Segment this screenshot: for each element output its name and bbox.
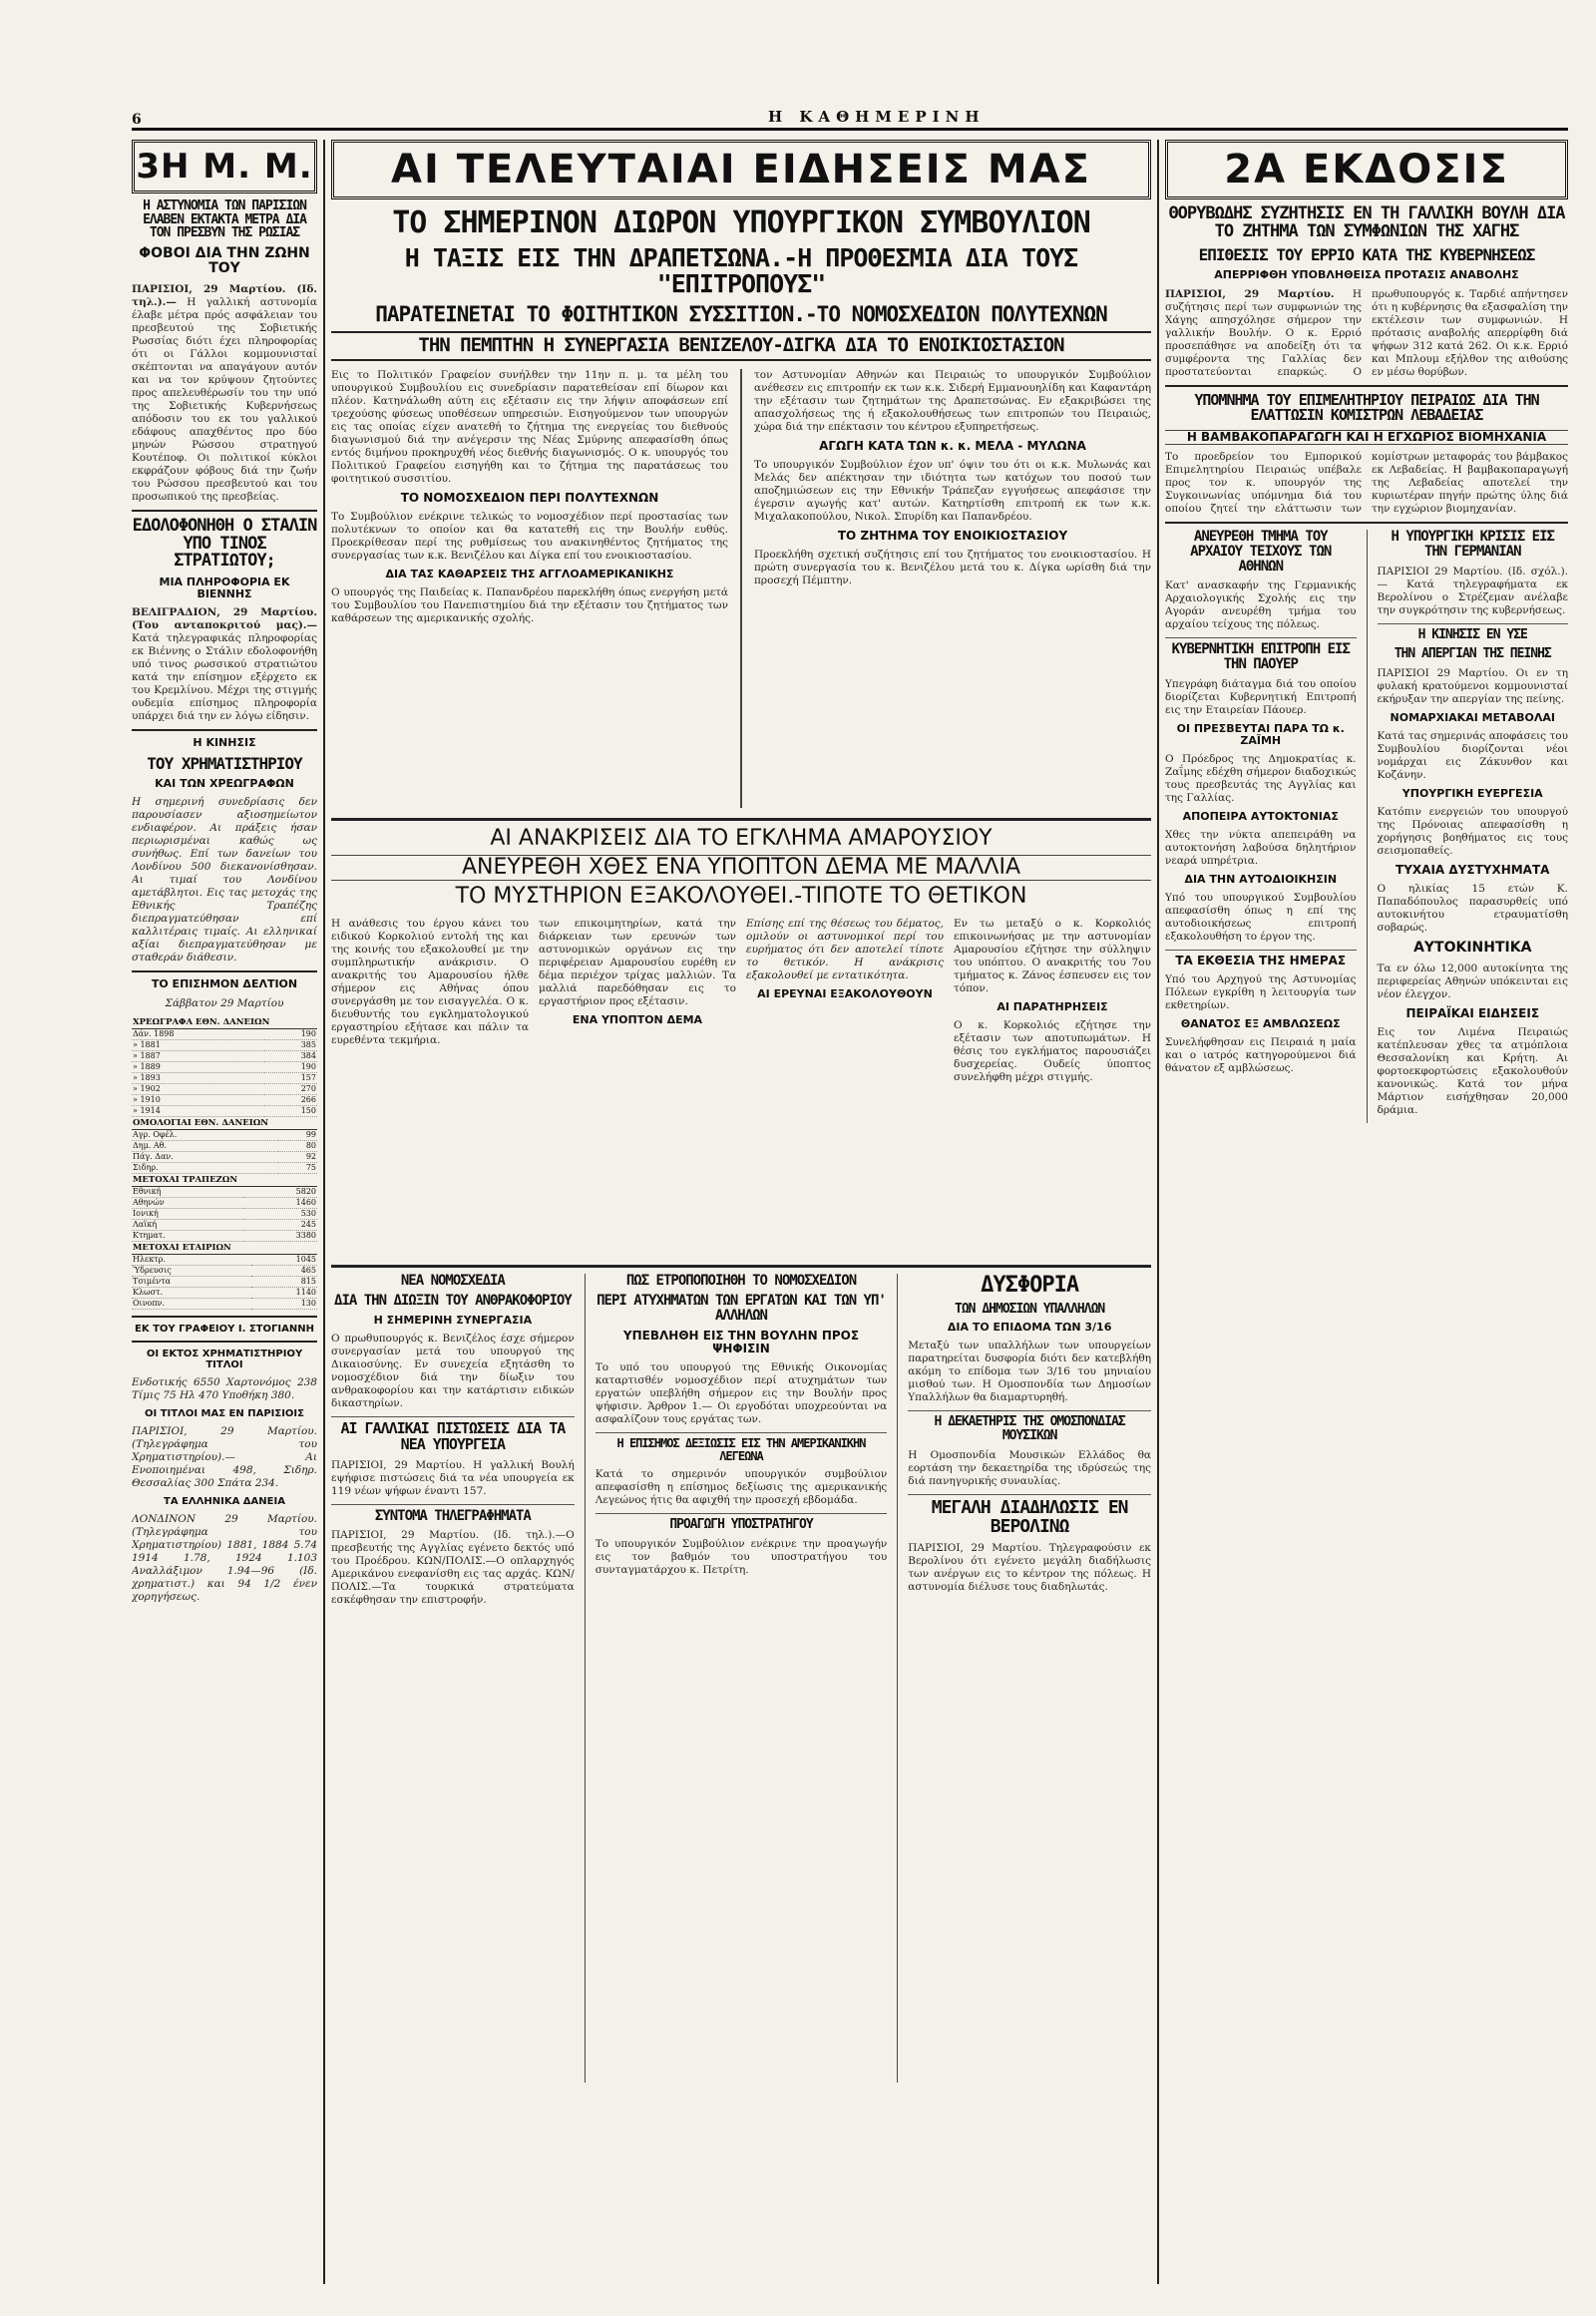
story-headline-2: ΔΙΑ ΤΗΝ ΔΙΩΞΙΝ ΤΟΥ ΑΝΘΡΑΚΟΦΟΡΙΟΥ (334, 1293, 572, 1310)
story-subhead: ΔΙΑ ΤΑΣ ΚΑΘΑΡΣΕΙΣ ΤΗΣ ΑΓΓΛΟΑΜΕΡΙΚΑΝΙΚΗΣ (385, 568, 674, 581)
divider (1165, 385, 1568, 387)
divider (1165, 950, 1357, 951)
story-text: Η συζήτησις περί των συμφωνιών της Χάγης απησχόλησε σήμερον την γαλλικήν Βουλήν. Ο κ. Ερριό προσεπάθησε να αποδείξη ότι τα συμφέροντα της Γαλλίας δεν προστατεύονται επαρκώς. Ο πρωθυπουργός κ. Ταρδιέ απήντησεν ότι η κυβέρνησις θα εξασφαλίση την εκτέλεσιν των συμφωνιών. Η πρότασις αναβολής απερρίφθη διά ψήφων 312 κατά 262. Οι κ.κ. Ερριό και Μπλουμ εξήλθον της αιθούσης εν μέσω θορύβων. (1165, 287, 1568, 378)
security-name: Αθηνών (132, 1197, 244, 1208)
lower-column-1 (331, 1274, 575, 2083)
bulletin-table (132, 1117, 317, 1174)
story-subhead: ΥΠΟΥΡΓΙΚΗ ΕΥΕΡΓΕΣΙΑ (1401, 787, 1543, 801)
security-price: 270 (264, 1083, 317, 1094)
table-row (132, 1028, 317, 1039)
security-name: Κλωστ. (132, 1287, 251, 1298)
divider (908, 1410, 1151, 1411)
right-subcolumn (1165, 530, 1357, 1123)
story-headline: Η ΔΕΚΑΕΤΗΡΙΣ ΤΗΣ ΟΜΟΣΠΟΝΔΙΑΣ ΜΟΥΣΙΚΩΝ (934, 1414, 1125, 1444)
table-row (132, 1061, 317, 1072)
story-body: Υπεγράφη διάταγμα διά του οποίου διορίζεται Κυβερνητική Επιτροπή εις την Εταιρείαν Πάουερ. (1165, 677, 1357, 716)
lead-columns (331, 369, 1151, 808)
security-name: Ιονική (132, 1208, 244, 1219)
lead-headline-2: Η ΤΑΞΙΣ ΕΙΣ ΤΗΝ ΔΡΑΠΕΤΣΩΝΑ.-Η ΠΡΟΘΕΣΜΙΑ ΔΙΑ ΤΟΥΣ "ΕΠΙΤΡΟΠΟΥΣ" (404, 242, 1078, 298)
story-subhead: ΔΙΑ ΤΟ ΕΠΙΔΟΜΑ ΤΩΝ 3/16 (947, 1321, 1112, 1335)
story-subhead: ΑΙ ΕΡΕΥΝΑΙ ΕΞΑΚΟΛΟΥΘΟΥΝ (757, 986, 933, 1000)
column-rule (1157, 140, 1159, 2284)
story-headline: ΤΟΥ ΧΡΗΜΑΤΙΣΤΗΡΙΟΥ (147, 753, 302, 773)
column-rule (740, 369, 742, 808)
security-name: » 1910 (132, 1094, 264, 1105)
right-column (1165, 140, 1568, 2284)
story-subhead: ΥΠΕΒΛΗΘΗ ΕΙΣ ΤΗΝ ΒΟΥΛΗΝ ΠΡΟΣ ΨΗΦΙΣΙΝ (622, 1328, 860, 1355)
story-body: ΠΑΡΙΣΙΟΙ, 29 Μαρτίου. Τηλεγραφούσιν εκ Βερολίνου ότι εγένετο μεγάλη διαδήλωσις των ανέργων εις το κέντρον της πόλεως. Η αστυνομία διέλυσε τους διαδηλωτάς. (908, 1542, 1151, 1594)
story-body: Ο ηλικίας 15 ετών Κ. Παπαδόπουλος παρασυρθείς υπό αυτοκινήτου ετραυματίσθη σοβαρώς. (1377, 883, 1568, 935)
security-name: Κτηματ. (132, 1230, 244, 1241)
story-body: ΠΑΡΙΣΙΟΙ 29 Μαρτίου. (Ιδ. σχόλ.).— Κατά τηλεγραφήματα εκ Βερολίνου ο Στρέζεμαν ανέλαβε την συγκρότησιν της κυβερνήσεως. (1377, 565, 1568, 616)
story-body: Το Συμβούλιον ενέκρινε τελικώς το νομοσχέδιον περί προστασίας των πολυτέκνων το οποίον και θα κατατεθή εις την Βουλήν ευθύς. Προεκρίθεσαν περί της ρυθμίσεως του ανακινηθέντος ζητήματος της συνεργασίας των κ.κ. Βενιζέλου και Δίγκα επί του ενοικιοστασίου. (331, 511, 728, 563)
story-body: ΠΑΡΙΣΙΟΙ, 29 Μαρτίου. (Ιδ. τηλ.).—Ο πρεσβευτής της Αγγλίας εγένετο δεκτός υπό του Προέδρου. ΚΩΝ/ΠΟΛΙΣ.—Ο οπλαρχηγός Αμερικάνου ενεφανίσθη εις τας αρχάς. ΚΩΝ/ΠΟΛΙΣ.—Τα τουρκικά στρατεύματα εσκέφθησαν την επιστροφήν. (331, 1529, 575, 1607)
story-body: Κατά το σημερινόν υπουργικόν συμβούλιον απεφασίσθη η επίσημος δεξίωσις της αμερικανικής Λεγεώνος ήτις θα αφιχθή την προσεχή εβδομάδα. (595, 1468, 888, 1507)
story-body: Επίσης επί της θέσεως του δέματος, ομιλούν οι αστυνομικοί περί του ευρήματος ότι δεν αποτελεί τίποτε το θετικόν. Η ανάκρισις εξακολουθεί με εντατικότητα. (746, 917, 944, 981)
security-name: » 1881 (132, 1039, 264, 1050)
table-row (132, 1094, 317, 1105)
story-headline: ΑΝΕΥΡΕΘΗ ΤΜΗΜΑ ΤΟΥ ΑΡΧΑΙΟΥ ΤΕΙΧΟΥΣ ΤΩΝ ΑΘΗΝΩΝ (1190, 529, 1332, 575)
security-name: Ηλεκτρ. (132, 1254, 251, 1265)
divider (132, 510, 317, 512)
story-subhead: ΑΠΟΠΕΙΡΑ ΑΥΤΟΚΤΟΝΙΑΣ (1182, 809, 1339, 823)
story-subhead: ΝΟΜΑΡΧΙΑΚΑΙ ΜΕΤΑΒΟΛΑΙ (1390, 710, 1555, 724)
story-headline-2: ΤΗΝ ΑΠΕΡΓΙΑΝ ΤΗΣ ΠΕΙΝΗΣ (1394, 646, 1551, 662)
story-subhead: ΘΑΝΑΤΟΣ ΕΞ ΑΜΒΛΩΣΕΩΣ (1180, 1017, 1341, 1031)
lead-headline-4: ΤΗΝ ΠΕΜΠΤΗΝ Η ΣΥΝΕΡΓΑΣΙΑ ΒΕΝΙΖΕΛΟΥ-ΔΙΓΚΑ ΔΙΑ ΤΟ ΕΝΟΙΚΙΟΣΤΑΣΙΟΝ (331, 331, 1151, 361)
story-headline: Η ΑΣΤΥΝΟΜΙΑ ΤΩΝ ΠΑΡΙΣΙΩΝ ΕΛΑΒΕΝ ΕΚΤΑΚΤΑ ΜΕΤΡΑ ΔΙΑ ΤΟΝ ΠΡΕΣΒΥΝ ΤΗΣ ΡΩΣΙΑΣ (143, 198, 306, 241)
security-price: 80 (278, 1140, 317, 1151)
story-body: Το υπουργικόν Συμβούλιον έχον υπ' όψιν του ότι οι κ.κ. Μυλωνάς και Μελάς δεν απέκτησαν την ιδιότητα των κατόχων του ποσού των αποζημιώσεων εις την Εθνικήν Τράπεζαν εγγυήσεως απεφάσισε την έγερσιν αγωγής κατ' αυτών. Κατηρτίσθη επιτροπή εκ των κ.κ. Μιχαλακοπούλου, Νικολ. Σπυρίδη και Παπανδρέου. (754, 459, 1151, 524)
divider (132, 1316, 317, 1318)
story-subhead: ΟΙ ΤΙΤΛΟΙ ΜΑΣ ΕΝ ΠΑΡΙΣΙΟΙΣ (145, 1407, 304, 1419)
story-headline: ΣΥΝΤΟΜΑ ΤΗΛΕΓΡΑΦΗΜΑΤΑ (374, 1507, 531, 1524)
story-subhead: ΕΠΙΘΕΣΙΣ ΤΟΥ ΕΡΡΙΟ ΚΑΤΑ ΤΗΣ ΚΥΒΕΡΝΗΣΕΩΣ (1198, 244, 1535, 264)
left-column (132, 140, 317, 2284)
story-body: Ο κ. Κορκολιός εζήτησε την εξέτασιν των αποτυπωμάτων. Η θέσις του εγκλήματος παρουσιάζει δυσχερείας. Ουδείς ύποπτος συνελήφθη μέχρι στιγμής. (954, 1018, 1151, 1083)
lower-column-2 (596, 1274, 888, 2083)
story-subhead: ΔΙΑ ΤΗΝ ΑΥΤΟΔΙΟΙΚΗΣΙΝ (1184, 872, 1338, 886)
column-rule (323, 140, 325, 2284)
divider (596, 1432, 888, 1433)
lead-column-a (331, 369, 728, 808)
security-price: 385 (264, 1039, 317, 1050)
divider (331, 1504, 575, 1505)
security-price: 266 (264, 1094, 317, 1105)
table-row (132, 1151, 317, 1162)
security-name: Τσιμέντα (132, 1276, 251, 1287)
bulletin-table (132, 1016, 317, 1117)
table-row (132, 1083, 317, 1094)
section-banner: ΑΙ ΤΕΛΕΥΤΑΙΑΙ ΕΙΔΗΣΕΙΣ ΜΑΣ (331, 140, 1151, 199)
story-headline-2: ΠΕΡΙ ΑΤΥΧΗΜΑΤΩΝ ΤΩΝ ΕΡΓΑΤΩΝ ΚΑΙ ΤΩΝ ΥΠ' ΑΛΛΗΛΩΝ (597, 1293, 886, 1324)
story-headline: ΝΕΑ ΝΟΜΟΣΧΕΔΙΑ (400, 1273, 505, 1289)
divider (1165, 637, 1357, 638)
table-row (132, 1254, 317, 1265)
story-headline: ΟΙ ΕΚΤΟΣ ΧΡΗΜΑΤΙΣΤΗΡΙΟΥ ΤΙΤΛΟΙ (146, 1348, 303, 1370)
story-body: Εις το Πολιτικόν Γραφείον συνήλθεν την 11ην π. μ. τα μέλη του υπουργικού Συμβουλίου εις συνεδρίασιν παρατεθείσαν επί δίωρον και πλέον. Κατηνάλωθη αύτη εις εξέτασιν εις την λήψιν αποφάσεων επί τρεχούσης φύσεως υποθέσεων υπηρεσιών. Εισηγούμενον των υπουργών εις τας οποίας είχεν ανατεθή το ζήτημα της ενεργείας του διεθνούς διαγωνισμού διά την ανέγερσιν της Νέας Σμύρνης απεφασίσθη όπως εντός διμήνου προκηρυχθή νέος διεθνής διαγωνισμός. Ο κ. υπουργός του Πολιτικού Γραφείου εισηγήθη και το ζήτημα της παρατάσεως του φοιτητικού συσσιτίου. (331, 368, 728, 485)
masthead: Η ΚΑΘΗΜΕΡΙΝΗ (768, 108, 986, 126)
story-body: Κατά τας σημερινάς αποφάσεις του Συμβουλίου διορίζονται νέοι νομάρχαι εις Ζάκυνθον και Κοζάνην. (1377, 730, 1568, 782)
story-body-columns (1165, 451, 1568, 516)
security-price: 465 (251, 1265, 317, 1276)
story-body: ΠΑΡΙΣΙΟΙ, 29 Μαρτίου. Η γαλλική Βουλή εψήφισε πιστώσεις διά τα νέα υπουργεία εκ 119 νέων ψήφων έναντι 157. (331, 1458, 575, 1497)
table-row (132, 1230, 317, 1241)
security-name: » 1893 (132, 1072, 264, 1083)
story-body (132, 283, 317, 504)
security-name: » 1914 (132, 1105, 264, 1116)
bulletin-section-title: ΜΕΤΟΧΑΙ ΕΤΑΙΡΙΩΝ (132, 1242, 317, 1255)
bulletin-title: ΤΟ ΕΠΙΣΗΜΟΝ ΔΕΛΤΙΟΝ (151, 977, 298, 991)
divider (331, 1416, 575, 1417)
story-subhead: ΤΥΧΑΙΑ ΔΥΣΤΥΧΗΜΑΤΑ (1396, 863, 1550, 878)
security-name: Αγρ. Οφέλ. (132, 1129, 278, 1140)
story-column (539, 918, 736, 1257)
story-body: Το υπουργικόν Συμβούλιον ενέκρινε την προαγωγήν εις τον βαθμόν του υποστρατήγου του συνταγματάρχου κ. Πετρίτη. (595, 1537, 888, 1576)
story-body: Υπό του υπουργικού Συμβουλίου απεφασίσθη όπως η επί της αυτοδιοικήσεως επιτροπή εξακολουθήση το έργον της. (1165, 892, 1357, 944)
story-body: Κατ' ανασκαφήν της Γερμανικής Αρχαιολογικής Σχολής εις την Αγοράν ανευρέθη τμήμα του αρχαίου τείχους της πόλεως. (1165, 579, 1357, 631)
divider (908, 1494, 1151, 1495)
story-headline: ΠΩΣ ΕΤΡΟΠΟΠΟΙΗΘΗ ΤΟ ΝΟΜΟΣΧΕΔΙΟΝ (625, 1273, 857, 1289)
edition-banner: 2Α ΕΚΔΟΣΙΣ (1165, 140, 1568, 199)
security-name: Λαϊκή (132, 1219, 244, 1230)
security-price: 190 (264, 1028, 317, 1039)
security-price: 92 (278, 1151, 317, 1162)
story-body: Κατόπιν ενεργειών του υπουργού της Πρόνοιας απεφασίσθη η χορήγησις βοηθήματος εις τους σεισμοπαθείς. (1377, 806, 1568, 858)
story-headline: ΚΥΒΕΡΝΗΤΙΚΗ ΕΠΙΤΡΟΠΗ ΕΙΣ ΤΗΝ ΠΑΟΥΕΡ (1171, 641, 1350, 673)
story-subhead: ΑΙ ΠΑΡΑΤΗΡΗΣΕΙΣ (997, 999, 1108, 1013)
dateline: ΠΑΡΙΣΙΟΙ, 29 Μαρτίου. (1165, 287, 1335, 300)
table-row (132, 1219, 317, 1230)
story-headline: ΕΔΟΛΟΦΟΝΗΘΗ Ο ΣΤΑΛΙΝ ΥΠΟ ΤΙΝΟΣ ΣΤΡΑΤΙΩΤΟΥ; (132, 515, 317, 572)
story-subhead: ΤΟ ΝΟΜΟΣΧΕΔΙΟΝ ΠΕΡΙ ΠΟΛΥΤΕΧΝΩΝ (400, 490, 659, 505)
security-name: Δάν. 1898 (132, 1028, 264, 1039)
bulletin-section-title: ΟΜΟΛΟΓΙΑΙ ΕΘΝ. ΔΑΝΕΙΩΝ (132, 1117, 317, 1130)
lead-column-b (754, 369, 1151, 808)
story-headline: ΥΠΟΜΝΗΜΑ ΤΟΥ ΕΠΙΜΕΛΗΤΗΡΙΟΥ ΠΕΙΡΑΙΩΣ ΔΙΑ ΤΗΝ ΕΛΑΤΤΩΣΙΝ ΚΟΜΙΣΤΡΩΝ ΛΕΒΑΔΕΙΑΣ (1194, 390, 1539, 425)
story-body: Η σημερινή συνεδρίασις δεν παρουσίασεν αξιοσημείωτον ενδιαφέρον. Αι πράξεις ήσαν περιωρισμέναι καθώς ως συνήθως. Επί των δανείων του Λονδίνου 500 διεκανονίσθησαν. Αι τιμαί του Λονδίνου αμετάβλητοι. Εις τας μετοχάς της Εθνικής Τραπέζης διεπραγματεύθησαν επί καλλιτέραις τιμαίς. Αι ελληνικαί αξίαι διεπραγματεύθησαν με σταθεράν διάθεσιν. (132, 796, 317, 965)
story-headline: ΔΥΣΦΟΡΙΑ (981, 1273, 1079, 1298)
story-body: Εις τον Λιμένα Πειραιώς κατέπλευσαν χθες τα ατμόπλοια Θεσσαλονίκη και Κρήτη. Αι φορτοεκφορτώσεις εξακολουθούν κανονικώς. Κατά τον μήνα Μάρτιον εισήχθησαν 20,000 δράμια. (1377, 1025, 1568, 1116)
security-price: 1045 (251, 1254, 317, 1265)
story-subhead: ΜΙΑ ΠΛΗΡΟΦΟΡΙΑ ΕΚ ΒΙΕΝΝΗΣ (159, 576, 290, 601)
story-headline: Η ΚΙΝΗΣΙΣ ΕΝ ΥΣΕ (1417, 626, 1527, 642)
story-body: Συνελήφθησαν εις Πειραιά η μαία και ο ιατρός κατηγορούμενοι διά θάνατον εξ αμβλώσεως. (1165, 1036, 1357, 1075)
story-headline: ΘΟΡΥΒΩΔΗΣ ΣΥΖΗΤΗΣΙΣ ΕΝ ΤΗ ΓΑΛΛΙΚΗ ΒΟΥΛΗ ΔΙΑ ΤΟ ΖΗΤΗΜΑ ΤΩΝ ΣΥΜΦΩΝΙΩΝ ΤΗΣ ΧΑΓΗΣ (1168, 203, 1565, 241)
edition-banner: 3Η Μ. Μ. (132, 140, 317, 193)
bulletin-table (132, 1174, 317, 1242)
divider (132, 970, 317, 972)
security-name: Ύδρευσις (132, 1265, 251, 1276)
security-price: 130 (251, 1298, 317, 1309)
story-body: Χθες την νύκτα απεπειράθη να αυτοκτονήση λαβούσα δηλητήριον νεαρά υπηρέτρια. (1165, 828, 1357, 867)
story-subhead: ΑΓΩΓΗ ΚΑΤΑ ΤΩΝ κ. κ. ΜΕΛΑ - ΜΥΛΩΝΑ (819, 438, 1086, 453)
security-price: 245 (244, 1219, 317, 1230)
divider (132, 729, 317, 731)
story-subhead: ΠΕΙΡΑΪΚΑΙ ΕΙΔΗΣΕΙΣ (1405, 1005, 1540, 1020)
story-headline: ΤΑ ΕΚΘΕΣΙΑ ΤΗΣ ΗΜΕΡΑΣ (1175, 954, 1347, 968)
security-price: 157 (264, 1072, 317, 1083)
notice: ΕΚ ΤΟΥ ΓΡΑΦΕΙΟΥ Ι. ΣΤΟΓΙΑΝΝΗ (135, 1323, 314, 1335)
table-row (132, 1276, 317, 1287)
security-price: 530 (244, 1208, 317, 1219)
story-kicker: ΑΠΕΡΡΙΦΘΗ ΥΠΟΒΛΗΘΕΙΣΑ ΠΡΟΤΑΣΙΣ ΑΝΑΒΟΛΗΣ (1214, 268, 1519, 282)
story-body (1165, 288, 1568, 379)
security-name: » 1889 (132, 1061, 264, 1072)
security-price: 150 (264, 1105, 317, 1116)
story-body: Το υπό του υπουργού της Εθνικής Οικονομίας καταρτισθέν νομοσχέδιον περί ατυχημάτων των εργατών υπεβλήθη σήμερον εις την Βουλήν προς ψήφισιν. Άρθρον 1.— Οι εργοδόται υποχρεούνται να ασφαλίζουν τους εργάτας των. (595, 1360, 888, 1425)
bulletin-section-title: ΜΕΤΟΧΑΙ ΤΡΑΠΕΖΩΝ (132, 1174, 317, 1187)
story-subhead: ΟΙ ΠΡΕΣΒΕΥΤΑΙ ΠΑΡΑ ΤΩ κ. ΖΑΪΜΗ (1176, 721, 1345, 747)
story-subhead: ΚΑΙ ΤΩΝ ΧΡΕΩΓΡΑΦΩΝ (155, 777, 294, 791)
table-row (132, 1197, 317, 1208)
dateline: ΒΕΛΙΓΡΑΔΙΟΝ, 29 Μαρτίου. (Του ανταποκριτού μας).— (132, 606, 317, 632)
table-row (132, 1050, 317, 1061)
story-body: ΛΟΝΔΙΝΟΝ 29 Μαρτίου. (Τηλεγράφημα του Χρηματιστηρίου) 1881, 1884 5.74 1914 1.78, 1924 1.103 Αναλλάξιμον 1.94—96 (Ιδ. χρηματιστ.) και 94 1/2 ένεν χορηγήσεως. (132, 1512, 317, 1603)
story-column (746, 918, 944, 1257)
column-rule (585, 1274, 586, 2083)
bulletin-date: Σάββατον 29 Μαρτίου (165, 996, 284, 1009)
table-row (132, 1129, 317, 1140)
security-name: Οινοπν. (132, 1298, 251, 1309)
security-price: 75 (278, 1162, 317, 1173)
story-subhead: ΤΟ ΖΗΤΗΜΑ ΤΟΥ ΕΝΟΙΚΙΟΣΤΑΣΙΟΥ (837, 529, 1068, 544)
divider (1165, 522, 1568, 524)
security-price: 1140 (251, 1287, 317, 1298)
security-name: Εθνική (132, 1186, 244, 1197)
lower-column-3 (908, 1274, 1151, 2083)
amarousiou-columns (331, 918, 1151, 1257)
lead-headline: ΤΟ ΣΗΜΕΡΙΝΟΝ ΔΙΩΡΟΝ ΥΠΟΥΡΓΙΚΟΝ ΣΥΜΒΟΥΛΙΟΝ (392, 205, 1090, 240)
dateline: ΠΑΡΙΣΙΟΙ, 29 Μαρτίου. (Ιδ. τηλ.).— (132, 282, 317, 308)
story-body: Ο υπουργός της Παιδείας κ. Παπανδρέου παρεκλήθη όπως ενεργήση μετά του Συμβουλίου του Πανεπιστημίου διά την εξέτασιν του ζητήματος των καθάρσεων της αμερικανικής σχολής. (331, 586, 728, 625)
story-headline-3: ΤΟ ΜΥΣΤΗΡΙΟΝ ΕΞΑΚΟΛΟΥΘΕΙ.-ΤΙΠΟΤΕ ΤΟ ΘΕΤΙΚΟΝ (455, 884, 1027, 910)
story-kicker: Η ΚΙΝΗΣΙΣ (193, 736, 256, 750)
security-price: 3380 (244, 1230, 317, 1241)
story-headline-2: ΑΝΕΥΡΕΘΗ ΧΘΕΣ ΕΝΑ ΥΠΟΠΤΟΝ ΔΕΜΑ ΜΕ ΜΑΛΛΙΑ (331, 855, 1151, 881)
story-subhead: Η ΒΑΜΒΑΚΟΠΑΡΑΓΩΓΗ ΚΑΙ Η ΕΓΧΩΡΙΟΣ ΒΙΟΜΗΧΑΝΙΑ (1165, 430, 1568, 445)
security-price: 384 (264, 1050, 317, 1061)
story-headline: ΠΡΟΑΓΩΓΗ ΥΠΟΣΤΡΑΤΗΓΟΥ (669, 1517, 813, 1533)
story-body: των επικοιμητηρίων, κατά την διάρκειαν των ερευνών των αστυνομικών οργάνων εις την περιφέρειαν Αμαρουσίου ευρέθη εν δέμα περιέχον τρίχας μαλλιών. Τα μαλλιά παρεδόθησαν εις το εργαστήριον προς εξέτασιν. (539, 917, 736, 1007)
story-subhead: ΤΑ ΕΛΛΗΝΙΚΑ ΔΑΝΕΙΑ (164, 1495, 285, 1507)
bulletin-section-title: ΧΡΕΩΓΡΑΦΑ ΕΘΝ. ΔΑΝΕΙΩΝ (132, 1016, 317, 1029)
story-body (132, 606, 317, 723)
table-row (132, 1265, 317, 1276)
column-rule (1367, 530, 1368, 1123)
story-subhead: ΦΟΒΟΙ ΔΙΑ ΤΗΝ ΖΩΗΝ ΤΟΥ (139, 244, 310, 277)
story-headline: ΑΙ ΑΝΑΚΡΙΣΕΙΣ ΔΙΑ ΤΟ ΕΓΚΛΗΜΑ ΑΜΑΡΟΥΣΙΟΥ (490, 825, 993, 851)
story-headline: Η ΥΠΟΥΡΓΙΚΗ ΚΡΙΣΙΣ ΕΙΣ ΤΗΝ ΓΕΡΜΑΝΙΑΝ (1391, 529, 1554, 560)
story-body: ΠΑΡΙΣΙΟΙ 29 Μαρτίου. Οι εν τη φυλακή κρατούμενοι κομμουνισταί εκήρυξαν την απεργίαν της πείνης. (1377, 666, 1568, 705)
story-body: Η Ομοσπονδία Μουσικών Ελλάδος θα εορτάση την δεκαετηρίδα της ιδρύσεώς της διά πανηγυρικής συναυλίας. (908, 1448, 1151, 1487)
bulletin-tables (132, 1016, 317, 1310)
table-row (132, 1162, 317, 1173)
table-row (132, 1039, 317, 1050)
page-number: 6 (132, 112, 142, 128)
story-body: Ο Πρόεδρος της Δημοκρατίας κ. Ζαΐμης εδέχθη σήμερον διαδοχικώς τους πρεσβευτάς της Αγγλίας και της Γαλλίας. (1165, 752, 1357, 804)
security-price: 815 (251, 1276, 317, 1287)
story-body: Προεκλήθη σχετική συζήτησις επί του ζητήματος του ενοικιοστασίου. Η πρώτη συνεργασία του κ. Βενιζέλου μετά του κ. Δίγκα ωρίσθη διά την προσεχή Πέμπτην. (754, 549, 1151, 587)
story-subhead: ΕΝΑ ΥΠΟΠΤΟΝ ΔΕΜΑ (572, 1012, 703, 1026)
story-subhead: ΑΥΤΟΚΙΝΗΤΙΚΑ (1413, 940, 1532, 957)
story-column (954, 918, 1151, 1257)
lower-stories (331, 1265, 1151, 2083)
column-rule (897, 1274, 898, 2083)
story-subhead: Η ΣΗΜΕΡΙΝΗ ΣΥΝΕΡΓΑΣΙΑ (373, 1313, 533, 1327)
security-price: 5820 (244, 1186, 317, 1197)
story-headline: Η ΕΠΙΣΗΜΟΣ ΔΕΞΙΩΣΙΣ ΕΙΣ ΤΗΝ ΑΜΕΡΙΚΑΝΙΚΗΝ ΛΕΓΕΩΝΑ (616, 1435, 866, 1463)
table-row (132, 1287, 317, 1298)
security-price: 190 (264, 1061, 317, 1072)
story-body: ΠΑΡΙΣΙΟΙ, 29 Μαρτίου. (Τηλεγράφημα του Χρηματιστηρίου).— Αι Ενοποιημέναι 498, Σιδηρ. Θεσσαλίας 300 Σπάτα 234. (132, 1424, 317, 1489)
center-column (331, 140, 1151, 2284)
table-row (132, 1186, 317, 1197)
story-headline-2: ΤΩΝ ΔΗΜΟΣΙΩΝ ΥΠΑΛΛΗΛΩΝ (955, 1301, 1105, 1317)
table-row (132, 1105, 317, 1116)
security-name: Σιδηρ. (132, 1162, 278, 1173)
security-name: » 1887 (132, 1050, 264, 1061)
table-row (132, 1208, 317, 1219)
right-split (1165, 530, 1568, 1123)
story-body: Τα εν όλω 12,000 αυτοκίνητα της περιφερείας Αθηνών υπόκεινται εις νέον έλεγχον. (1377, 962, 1568, 1000)
security-price: 1460 (244, 1197, 317, 1208)
story-body: Εν τω μεταξύ ο κ. Κορκολιός επικοινωνήσας με την αστυνομίαν Αμαρουσίου εζήτησε την σύλληψιν του υπόπτου. Ο ανακριτής του 7ου τμήματος κ. Ζάνος έσπευσεν εις τον τόπον. (954, 917, 1151, 994)
security-name: » 1902 (132, 1083, 264, 1094)
story-body: τον Αστυνομίαν Αθηνών και Πειραιώς το υπουργικόν Συμβούλιον ανέθεσεν εις επιτροπήν εκ των κ.κ. Σιδερή Εμμανουηλίδη και Καφαντάρη την εξέτασιν των ζητημάτων της Δραπετσώνας. Εν εξακριβώσει της απασχολήσεως της ή εξακολουθήσεως των επιτροπών του Πειραιώς, χώρα διά την επέκτασιν του κέντρου εξυπηρετήσεως. (754, 368, 1151, 433)
top-rule (132, 128, 1568, 131)
story-body: Ο πρωθυπουργός κ. Βενιζέλος έσχε σήμερον συνεργασίαν μετά του υπουργού της Δικαιοσύνης. Εν συνεχεία εξητάσθη το νομοσχέδιον διά την δίωξιν του ανθρακοφορίου και την κατάρτισιν ειδικών δικαστηρίων. (331, 1333, 575, 1410)
divider (1378, 623, 1569, 624)
story-text: Η γαλλική αστυνομία έλαβε μέτρα πρός ασφάλειαν του πρεσβευτού της Σοβιετικής Ρωσσίας διότι έχει πληροφορίας ότι οι Γάλλοι κομμουνισταί σκέπτονται να απαγάγουν αυτόν και να τον κρύψουν ζητούντες προς απελευθέρωσίν του την υπό της Σοβιετικής Κυβερνήσεως απόδοσιν του εκ του γαλλικού εδάφους απαχθέντος προ δύο μηνών Ρώσσου στρατηγού Κουτέποφ. Οι πολιτικοί κύκλοι εκφράζουν φόβους διά την ζωήν του Ρώσσου πρεσβευτού και του προσωπικού της πρεσβείας. (132, 295, 317, 503)
divider (132, 1341, 317, 1343)
story-body: Ενδοτικής 6550 Χαρτονόμος 238 Τίμις 75 Ηλ 470 Υποθήκη 380. (132, 1375, 317, 1401)
story-body: Μεταξύ των υπαλλήλων των υπουργείων παρατηρείται δυσφορία διότι δεν κατεβλήθη ακόμη το επίδομα των 3/16 του μηνιαίου μισθού των. Η Ομοσπονδία των Δημοσίων Υπαλλήλων θα διαμαρτυρηθή. (908, 1340, 1151, 1404)
story-body: Το προεδρείον του Εμπορικού Επιμελητηρίου Πειραιώς υπέβαλε προς τον κ. υπουργόν της Συγκοινωνίας υπόμνημα διά του οποίου ζητεί την ελάττωσιν των κομίστρων μεταφοράς του βάμβακος εκ Λεβαδείας. Η βαμβακοπαραγωγή της Λεβαδείας αποτελεί την κυριωτέραν πηγήν πρώτης ύλης διά την εγχώριον βιομηχανίαν. (1165, 451, 1568, 516)
security-name: Δημ. Αθ. (132, 1140, 278, 1151)
story-column (331, 918, 529, 1257)
story-body-columns (1165, 288, 1568, 379)
security-name: Πάγ. Δαν. (132, 1151, 278, 1162)
story-text: Κατά τηλεγραφικάς πληροφορίας εκ Βιέννης ο Στάλιν εδολοφονήθη υπό τινος ρωσσικού στρατιώτου κατά την επίσημον εξέρχετο εκ του Κρεμλίνου. Μέχρι της στιγμής ουδεμία επίσημος πληροφορία υπάρχει διά την εν λόγω είδησιν. (132, 632, 317, 723)
divider (596, 1513, 888, 1514)
story-body: Η ανάθεσις του έργου κάνει του ειδικού Κορκολιού εντολή της και της κοινής του εξακολουθεί με την συμπληρωτικήν ανάκρισιν. Ο ανακριτής του Αμαρουσίου ήλθε σήμερον εις Αθήνας όπου συνεργάσθη με τον εισαγγελέα. Ο κ. διευθυντής του εγκληματολογικού εργαστηρίου εξήτασε και πάλιν τα ευρεθέντα τεκμήρια. (331, 917, 529, 1046)
story-body: Υπό του Αρχηγού της Αστυνομίας Πόλεων εγκρίθη η λειτουργία των εκθετηρίων. (1165, 973, 1357, 1012)
story-headline: ΜΕΓΑΛΗ ΔΙΑΔΗΛΩΣΙΣ ΕΝ ΒΕΡΟΛΙΝΩ (931, 1496, 1128, 1537)
table-row (132, 1298, 317, 1309)
bulletin-table (132, 1242, 317, 1310)
security-price: 99 (278, 1129, 317, 1140)
lead-headline-3: ΠΑΡΑΤΕΙΝΕΤΑΙ ΤΟ ΦΟΙΤΗΤΙΚΟΝ ΣΥΣΣΙΤΙΟΝ.-ΤΟ ΝΟΜΟΣΧΕΔΙΟΝ ΠΟΛΥΤΕΧΝΩΝ (375, 302, 1107, 326)
table-row (132, 1072, 317, 1083)
right-subcolumn (1378, 530, 1569, 1123)
table-row (132, 1140, 317, 1151)
amarousiou-story (331, 818, 1151, 1257)
story-headline: ΑΙ ΓΑΛΛΙΚΑΙ ΠΙΣΤΩΣΕΙΣ ΔΙΑ ΤΑ ΝΕΑ ΥΠΟΥΡΓΕΙΑ (340, 1419, 566, 1453)
